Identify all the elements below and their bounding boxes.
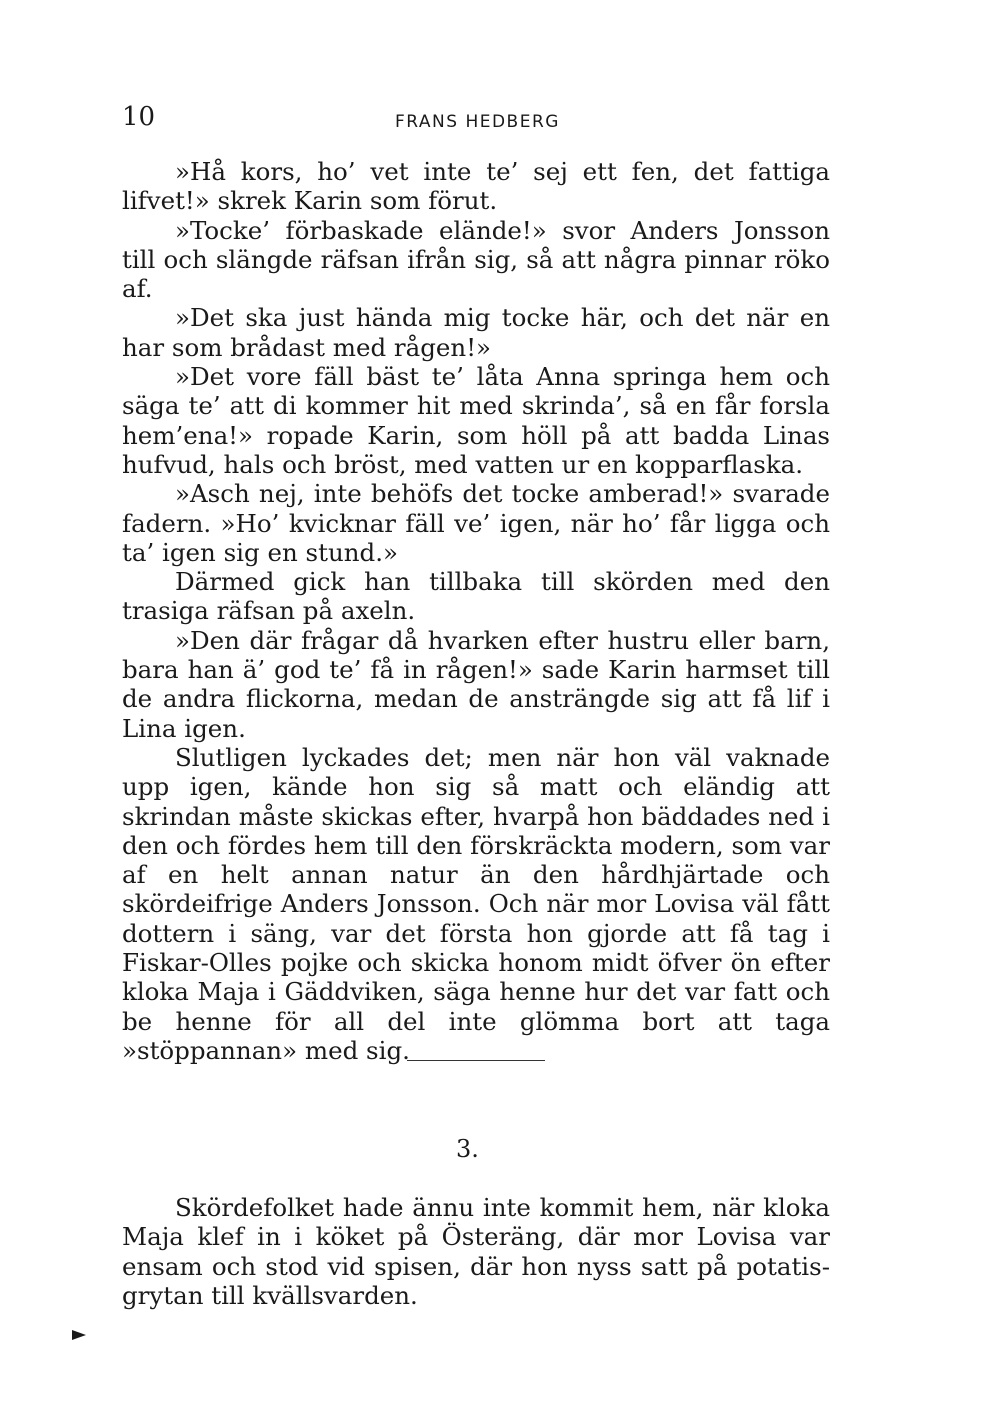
paragraph: »Det ska just hända mig tocke här, och det när en har som brådast med rågen!»	[122, 303, 830, 362]
paragraph: »Det vore fäll bäst te’ låta Anna springa hem och säga te’ att di kommer hit med skrinda’, så en får forsla hem’ena!» ropade Karin, som höll på att badda Linas hufvud, hals och bröst, med vatten ur en kopparflaska.	[122, 362, 830, 479]
margin-arrow-icon	[72, 1330, 86, 1340]
body-text	[122, 157, 830, 1065]
paragraph: Skördefolket hade ännu inte kommit hem, när kloka Maja klef in i köket på Österäng, där mor Lovisa var ensam och stod vid spisen, där hon nyss satt på potatisgrytan till kvällsvarden.	[122, 1193, 830, 1310]
chapter-number: 3.	[456, 1135, 479, 1163]
running-head: FRANS HEDBERG	[395, 112, 560, 132]
chapter-text	[122, 1193, 830, 1310]
paragraph: Därmed gick han tillbaka till skörden med den trasiga räfsan på axeln.	[122, 567, 830, 626]
paragraph: »Den där frågar då hvarken efter hustru eller barn, bara han ä’ god te’ få in rågen!» sade Karin harmset till de andra flickorna, medan de ansträngde sig att få lif i Lina igen.	[122, 625, 830, 743]
paragraph: »Asch nej, inte behöfs det tocke amberad!» svarade fadern. »Ho’ kvicknar fäll ve’ igen, när ho’ får ligga och ta’ igen sig en stund.»	[122, 479, 830, 567]
section-divider	[407, 1060, 545, 1061]
paragraph: »Tocke’ förbaskade elände!» svor Anders Jonsson till och slängde räfsan ifrån sig, så att några pinnar röko af.	[122, 215, 830, 304]
paragraph: »Hå kors, ho’ vet inte te’ sej ett fen, det fattiga lifvet!» skrek Karin som förut.	[122, 157, 830, 216]
page-number: 10	[122, 102, 156, 132]
paragraph: Slutligen lyckades det; men när hon väl vaknade upp igen, kände hon sig så matt och eländig att skrindan måste skickas efter, hvarpå hon bäddades ned i den och fördes hem till den förskräckta modern, som var af en helt annan natur än den hårdhjärtade och skördeifrige Anders Jonsson. Och när mor Lovisa väl fått dottern i säng, var det första hon gjorde att få tag i Fiskar-Olles pojke och skicka honom midt öfver ön efter kloka Maja i Gäddviken, säga henne hur det var fatt och be henne för all del inte glömma bort att taga »stöppannan» med sig.	[122, 742, 830, 1065]
